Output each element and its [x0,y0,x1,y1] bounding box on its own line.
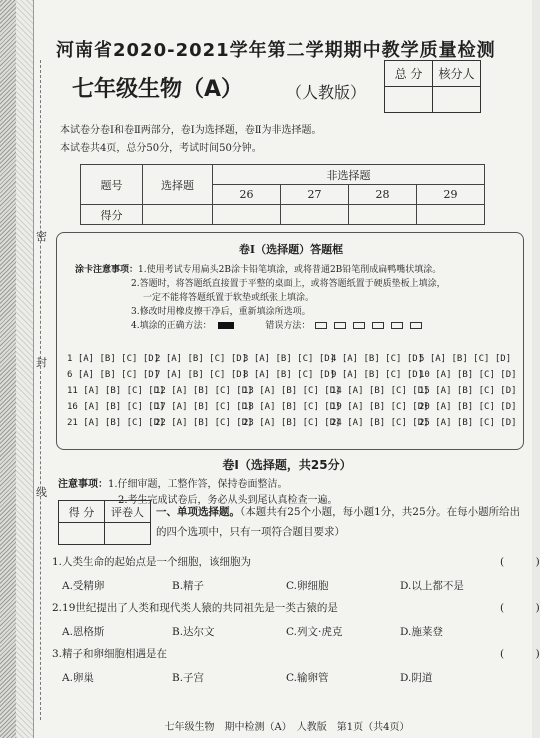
note-line: 1.使用考试专用扁头2B涂卡铅笔填涂，或将普通2B铅笔削成扁鸭嘴状填涂。 [138,265,442,275]
bubble-question[interactable]: 22 [A] [B] [C] [D] [155,418,253,428]
part1-heading: 一、单项选择题。 [156,506,240,518]
answer-card-notes [75,263,446,333]
cut-line [40,60,41,720]
option-b: B.达尔文 [172,626,215,638]
bubble-question[interactable]: 4 [A] [B] [C] [D] [331,354,424,364]
option-c: C.列文·虎克 [286,626,343,638]
bubble-row [67,415,517,431]
bubble-question[interactable]: 23 [A] [B] [C] [D] [243,418,341,428]
total-score-box [384,60,481,113]
bubble-question[interactable]: 16 [A] [B] [C] [D] [67,402,165,412]
part1-text: （本题共有25个小题，每小题1分，共25分。在每小题所给出的四个选项中，只有一项符合题目要求） [156,506,521,538]
option-a: A.卵巢 [62,672,94,684]
score-cell-29[interactable] [417,205,485,225]
wrong-dot-icon [334,322,346,329]
option-d: D.施莱登 [400,626,443,638]
wrong-cross-icon [353,322,365,329]
score-table-nonchoice-label: 非选择题 [213,165,485,185]
bubble-question[interactable]: 25 [A] [B] [C] [D] [419,418,517,428]
question-2: 2.19世纪提出了人类和现代类人猿的共同祖先是一类古猿的是 [52,602,338,614]
bubble-row [67,367,517,383]
option-d: D.阴道 [400,672,433,684]
notice-label: 注意事项： [58,479,108,490]
binding-band [0,0,16,738]
intro-line: 本试卷分卷Ⅰ和卷Ⅱ两部分，卷Ⅰ为选择题，卷Ⅱ为非选择题。 [60,125,322,136]
note-line: 4.填涂的正确方法： [131,321,212,331]
score-table-number: 29 [417,185,485,205]
wrong-check-icon [315,322,327,329]
score-table-choice-label: 选择题 [143,165,213,205]
reviewer-label: 核分人 [433,61,481,87]
grader-box [58,500,151,545]
grader-score-cell[interactable] [59,523,105,545]
bubble-question[interactable]: 8 [A] [B] [C] [D] [243,370,336,380]
option-d: D.以上都不是 [400,580,464,592]
answer-paren[interactable]: ( ) [500,648,540,660]
wrong-slash-icon [410,322,422,329]
grader-reviewer-label: 评卷人 [105,501,151,523]
reviewer-cell[interactable] [433,87,481,113]
edition-label: （人教版） [286,83,367,102]
section1-title: 卷Ⅰ（选择题，共25分） [222,458,352,472]
seal-char-feng: 封 [36,356,47,369]
total-score-cell[interactable] [385,87,433,113]
bubble-question[interactable]: 10 [A] [B] [C] [D] [419,370,517,380]
note-line: 2.答题时，将答题纸直接置于平整的桌面上，或将答题纸置于硬质垫板上填涂， [131,279,446,289]
seal-char-mi: 密 [36,230,47,243]
option-a: A.恩格斯 [62,626,105,638]
grader-score-label: 得 分 [59,501,105,523]
bubble-question[interactable]: 17 [A] [B] [C] [D] [155,402,253,412]
bubble-question[interactable]: 3 [A] [B] [C] [D] [243,354,336,364]
option-c: C.输卵管 [286,672,329,684]
answer-card-title: 卷Ⅰ（选择题）答题框 [238,243,344,256]
score-table-number: 27 [281,185,349,205]
score-table-number: 28 [349,185,417,205]
bubble-row [67,351,512,367]
bubble-question[interactable]: 1 [A] [B] [C] [D] [67,354,160,364]
wrong-split-icon [391,322,403,329]
exam-intro [60,122,322,158]
answer-paren[interactable]: ( ) [500,556,540,568]
bubble-question[interactable]: 5 [A] [B] [C] [D] [419,354,512,364]
answer-paren[interactable]: ( ) [500,602,540,614]
bubble-question[interactable]: 18 [A] [B] [C] [D] [243,402,341,412]
notice-line: 2.考生完成试卷后，务必从头到尾认真检查一遍。 [118,495,338,506]
bubble-question[interactable]: 9 [A] [B] [C] [D] [331,370,424,380]
note-line: 错误方法： [265,321,311,331]
score-cell-choice[interactable] [143,205,213,225]
score-table-number: 26 [213,185,281,205]
bubble-question[interactable]: 6 [A] [B] [C] [D] [67,370,160,380]
grader-reviewer-cell[interactable] [105,523,151,545]
score-cell-26[interactable] [213,205,281,225]
bubble-question[interactable]: 13 [A] [B] [C] [D] [243,386,341,396]
bubble-row [67,383,517,399]
question-3: 3.精子和卵细胞相遇是在 [52,648,168,660]
bubble-question[interactable]: 24 [A] [B] [C] [D] [331,418,429,428]
seal-char-xian: 线 [36,486,47,499]
option-b: B.精子 [172,580,205,592]
score-table [80,164,485,225]
bubble-question[interactable]: 12 [A] [B] [C] [D] [155,386,253,396]
intro-line: 本试卷共4页，总分50分，考试时间50分钟。 [60,143,262,154]
bubble-row [67,399,517,415]
option-a: A.受精卵 [62,580,105,592]
total-score-label: 总 分 [385,61,433,87]
binding-margin [0,0,34,738]
exam-content [48,0,540,738]
bubble-question[interactable]: 20 [A] [B] [C] [D] [419,402,517,412]
page-footer: 七年级生物 期中检测（A） 人教版 第1页（共4页） [164,722,410,733]
part1-instructions [156,502,524,542]
score-table-score-label: 得分 [81,205,143,225]
option-c: C.卵细胞 [286,580,329,592]
option-b: B.子宫 [172,672,205,684]
bubble-question[interactable]: 19 [A] [B] [C] [D] [331,402,429,412]
correct-fill-icon [218,322,234,329]
bubble-question[interactable]: 15 [A] [B] [C] [D] [419,386,517,396]
wrong-line-icon [372,322,384,329]
exam-title: 河南省2020-2021学年第二学期期中教学质量检测 [56,40,496,61]
note-line: 3.修改时用橡皮擦干净后，重新填涂所选项。 [131,307,311,317]
answer-card [56,232,524,450]
score-cell-28[interactable] [349,205,417,225]
bubble-grid [67,351,517,431]
bubble-question[interactable]: 2 [A] [B] [C] [D] [155,354,248,364]
bubble-question[interactable]: 7 [A] [B] [C] [D] [155,370,248,380]
bubble-question[interactable]: 21 [A] [B] [C] [D] [67,418,165,428]
subject-title: 七年级生物（A） [72,77,244,102]
bubble-question[interactable]: 11 [A] [B] [C] [D] [67,386,165,396]
note-line: 一定不能将答题纸置于软垫或纸张上填涂。 [143,293,315,303]
question-1: 1.人类生命的起始点是一个细胞，该细胞为 [52,556,252,568]
score-table-row-label: 题号 [81,165,143,205]
notice-line: 1.仔细审题，工整作答，保持卷面整洁。 [108,479,288,490]
notes-label: 涂卡注意事项： [75,265,139,275]
score-cell-27[interactable] [281,205,349,225]
bubble-question[interactable]: 14 [A] [B] [C] [D] [331,386,429,396]
